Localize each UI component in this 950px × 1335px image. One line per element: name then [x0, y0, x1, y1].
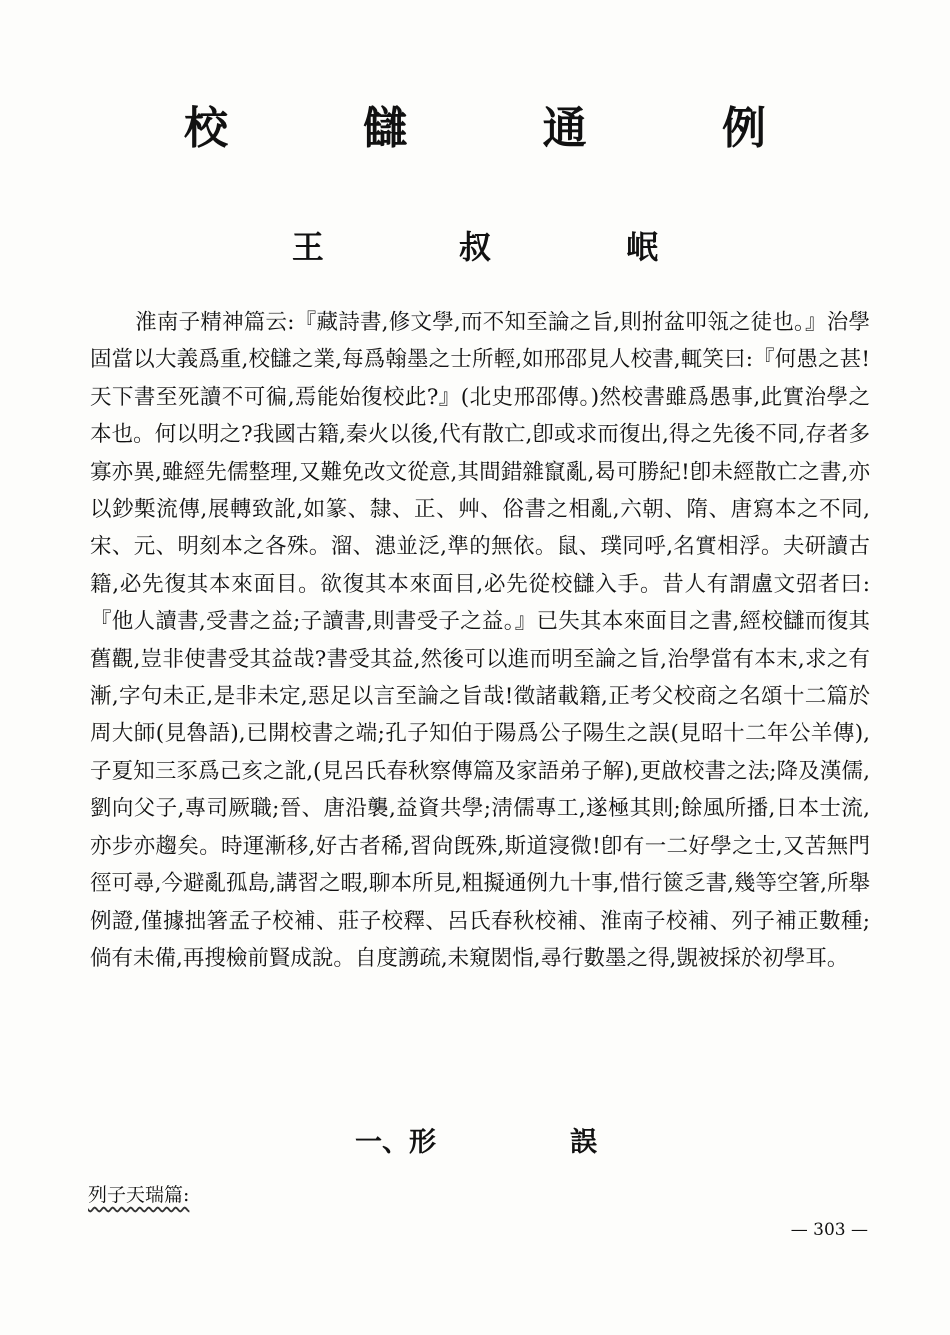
preface-paragraph: 淮南子精神篇云:『藏詩書,修文學,而不知至論之旨,則拊盆叩瓴之徒也。』治學固當以大義爲重,校讎之業,每爲翰墨之士所輕,如邢邵見人校書,輒笑曰:『何愚之甚!天下書至死讀不可徧,焉能始復校此?』(北史邢邵傳。)然校書雖爲愚事,此實治學之本也。何以明之?我國古籍,秦火以後,代有散亡,卽或求而復出,得之先後不同,存者多寡亦異,雖經先儒整理,又難免改文從意,其間錯雜竄亂,曷可勝紀!卽未經散亡之書,亦以鈔槧流傳,展轉致訛,如篆、隸、正、艸、俗書之相亂,六朝、隋、唐寫本之不同,宋、元、明刻本之各殊。溜、漶並泛,準的無依。鼠、璞同呼,名實相浮。夫研讀古籍,必先復其本來面目。欲復其本來面目,必先從校讎入手。昔人有謂盧文弨者曰:『他人讀書,受書之益;子讀書,則書受子之益。』已失其本來面目之書,經校讎而復其舊觀,豈非使書受其益哉?書受其益,然後可以進而明至論之旨,治學當有本末,求之有漸,字句未正,是非未定,惡足以言至論之旨哉!徵諸載籍,正考父校商之名頌十二篇於周大師(見魯語),已開校書之端;孔子知伯于陽爲公子陽生之誤(見昭十二年公羊傳),子夏知三豕爲己亥之訛,(見呂氏春秋察傳篇及家語弟子解),更啟校書之法;降及漢儒,劉向父子,專司厥職;晉、唐沿襲,益資共學;淸儒專工,遂極其則;餘風所播,日本士流,亦步亦趨矣。時運漸移,好古者稀,習尙旣殊,斯道寖微!卽有一二好學之士,又苦無門徑可尋,今避亂孤島,講習之暇,聊本所見,粗擬通例九十事,惜行篋乏書,幾等空箸,所舉例證,僅據拙箸孟子校補、莊子校釋、呂氏春秋校補、淮南子校補、列子補正數種;倘有未備,再搜檢前賢成說。自度謭疏,未窺閎恉,尋行數墨之得,覬被採於初學耳。 [90, 310, 870, 971]
source-label: 列子天瑞篇: [88, 1184, 190, 1206]
section-title: 誤 [570, 1127, 597, 1158]
section-number: 一、形 [355, 1127, 436, 1158]
page-number: — 303 — [790, 1220, 868, 1240]
author-name: 王 叔 岷 [291, 228, 721, 266]
article-title: 校 讎 通 例 [184, 103, 826, 154]
